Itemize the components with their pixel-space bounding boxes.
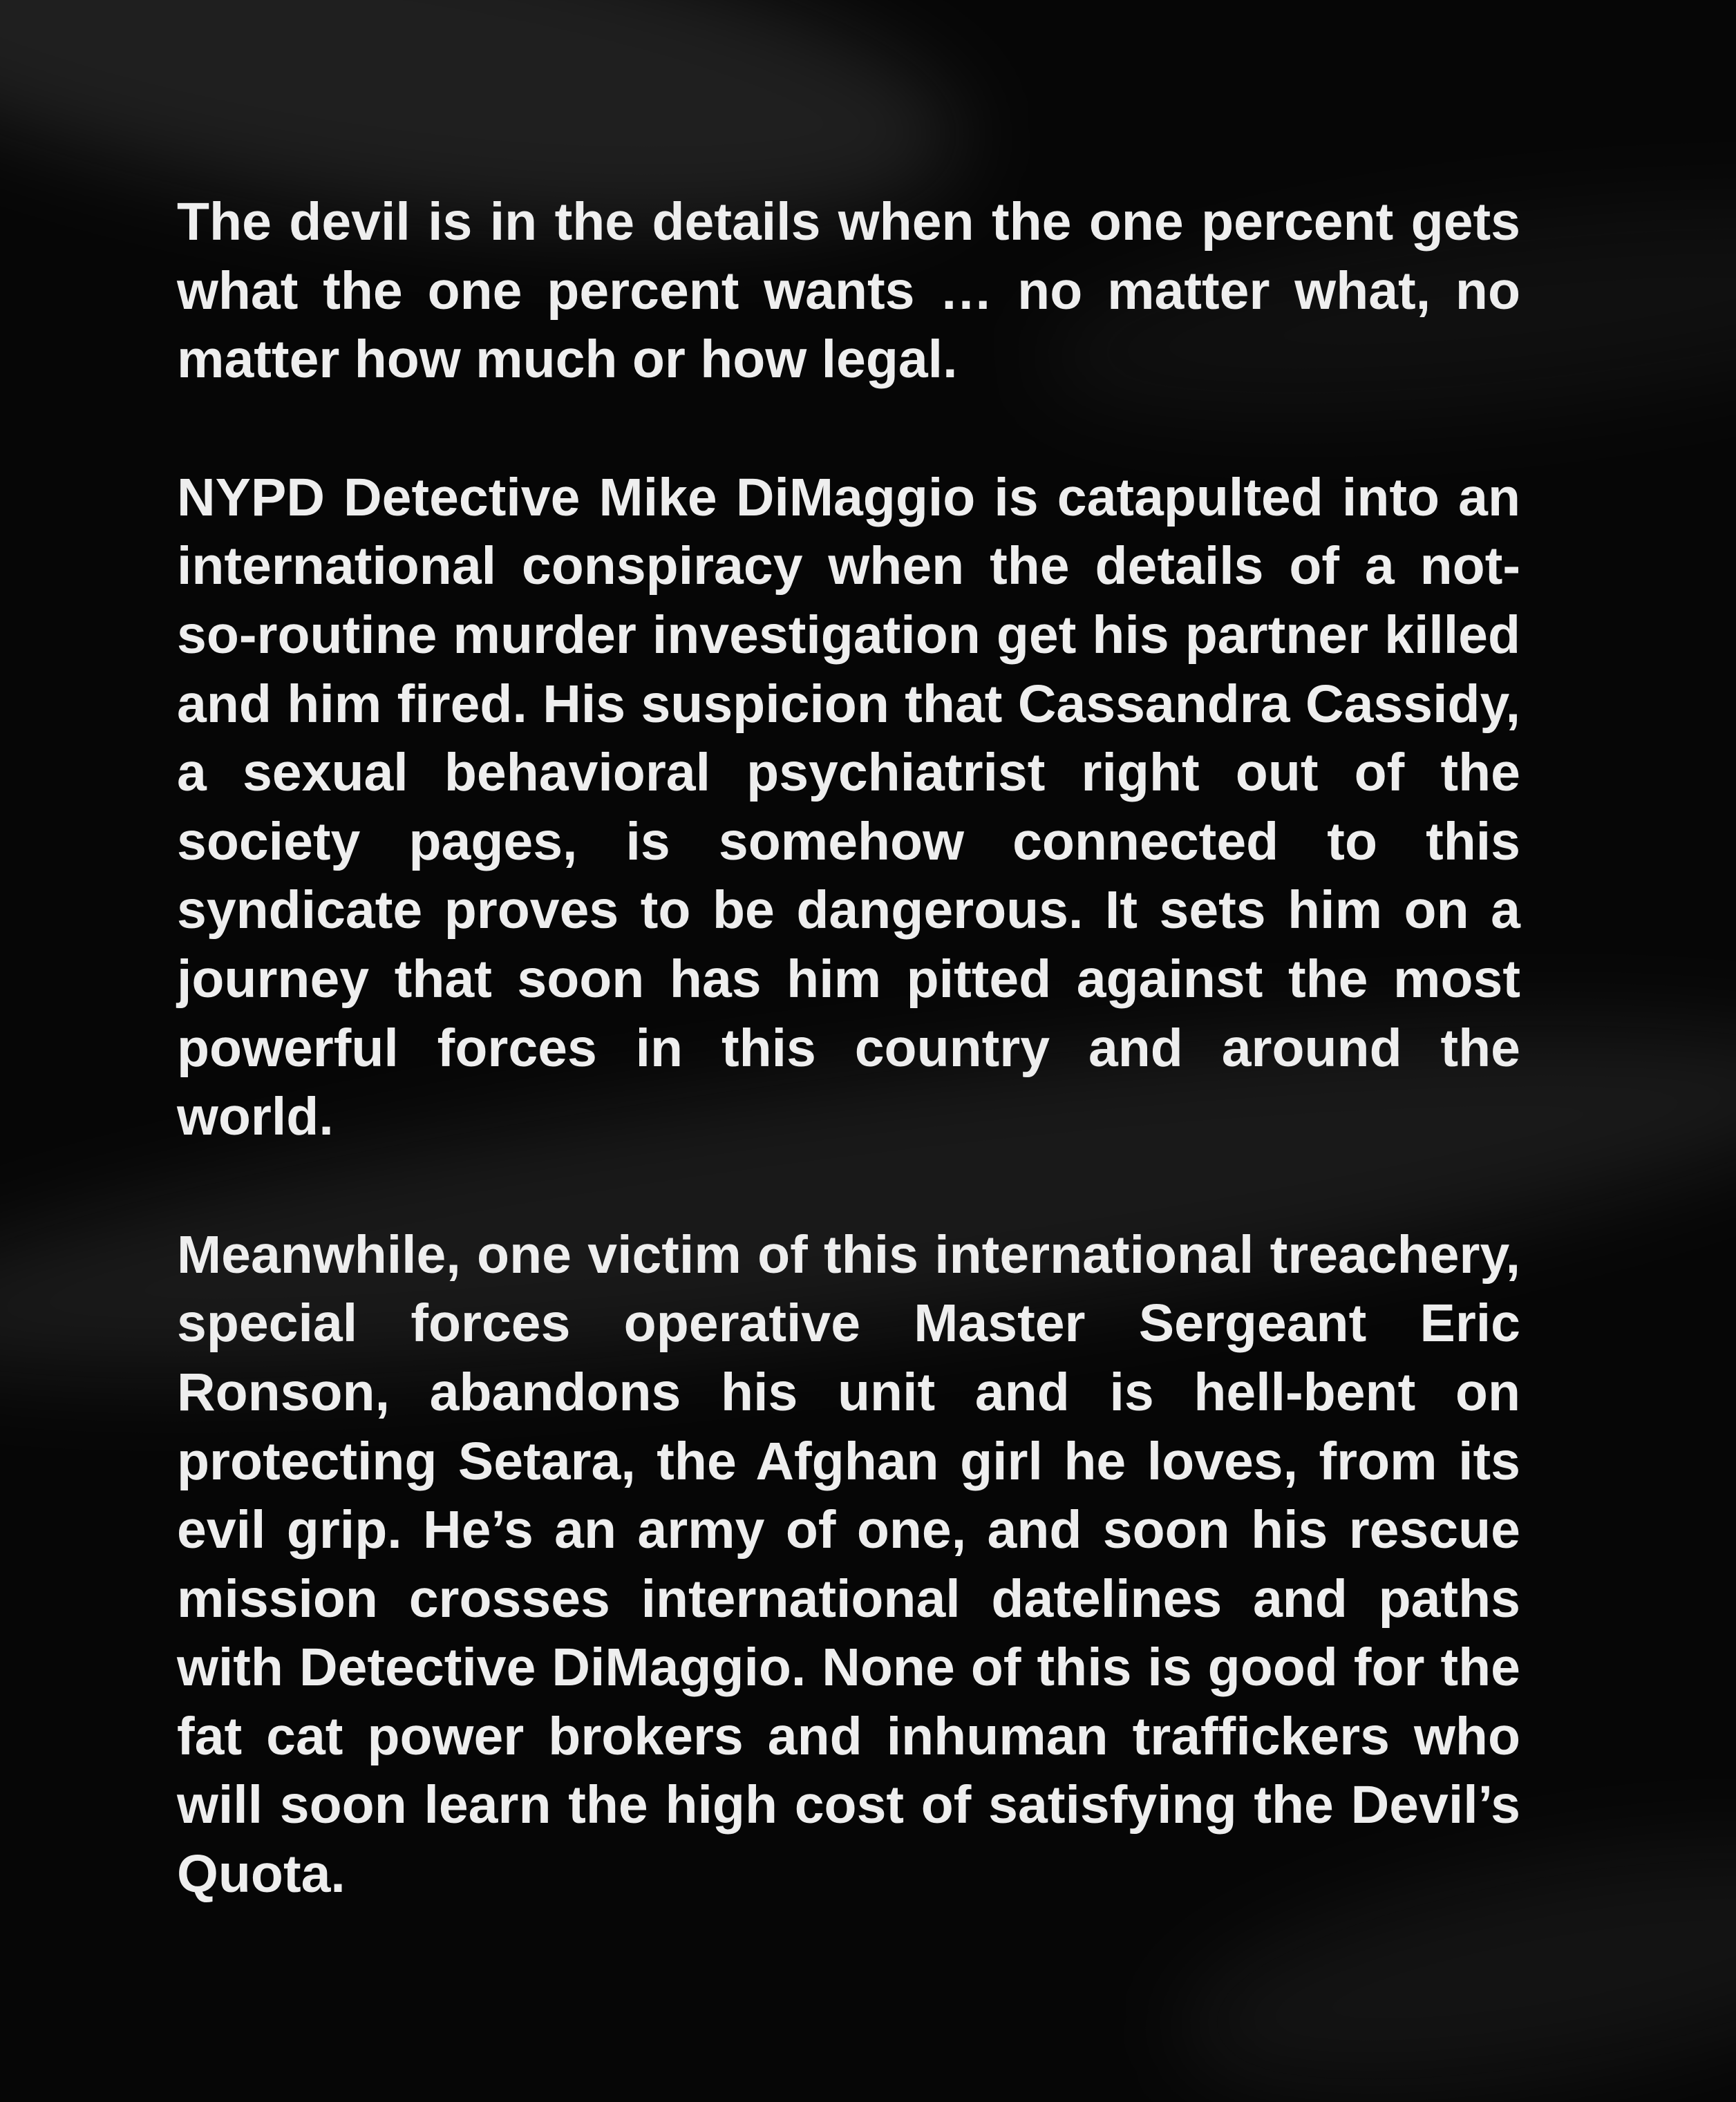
blurb-paragraph-detective: NYPD Detective Mike DiMaggio is catapulted into an international conspiracy when the details of a not-so-routine murder investigation get his partner killed and him fired. His suspicion that Cassandra Cassidy, a sexual behavioral psychiatrist right out of the society pages, is somehow connected to this syndicate proves to be dangerous. It sets him on a journey that soon has him pitted against the most powerful forces in this country and around the world. — [177, 467, 1520, 1147]
blurb-paragraph-intro: The devil is in the details when the one percent gets what the one percent wants … no matter what, no matter how much or how legal. — [177, 192, 1520, 390]
blurb-paragraph-sergeant: Meanwhile, one victim of this international treachery, special forces operative Master Sergeant Eric Ronson, abandons his unit and is hell-bent on protecting Setara, the Afghan girl he loves, from its evil grip. He’s an army of one, and soon his rescue mission crosses international datelines and paths with Detective DiMaggio. None of this is good for the fat cat power brokers and inhuman traffickers who will soon learn the high cost of satisfying the Devil’s Quota. — [177, 1224, 1520, 1904]
blurb-text — [177, 188, 1520, 1909]
